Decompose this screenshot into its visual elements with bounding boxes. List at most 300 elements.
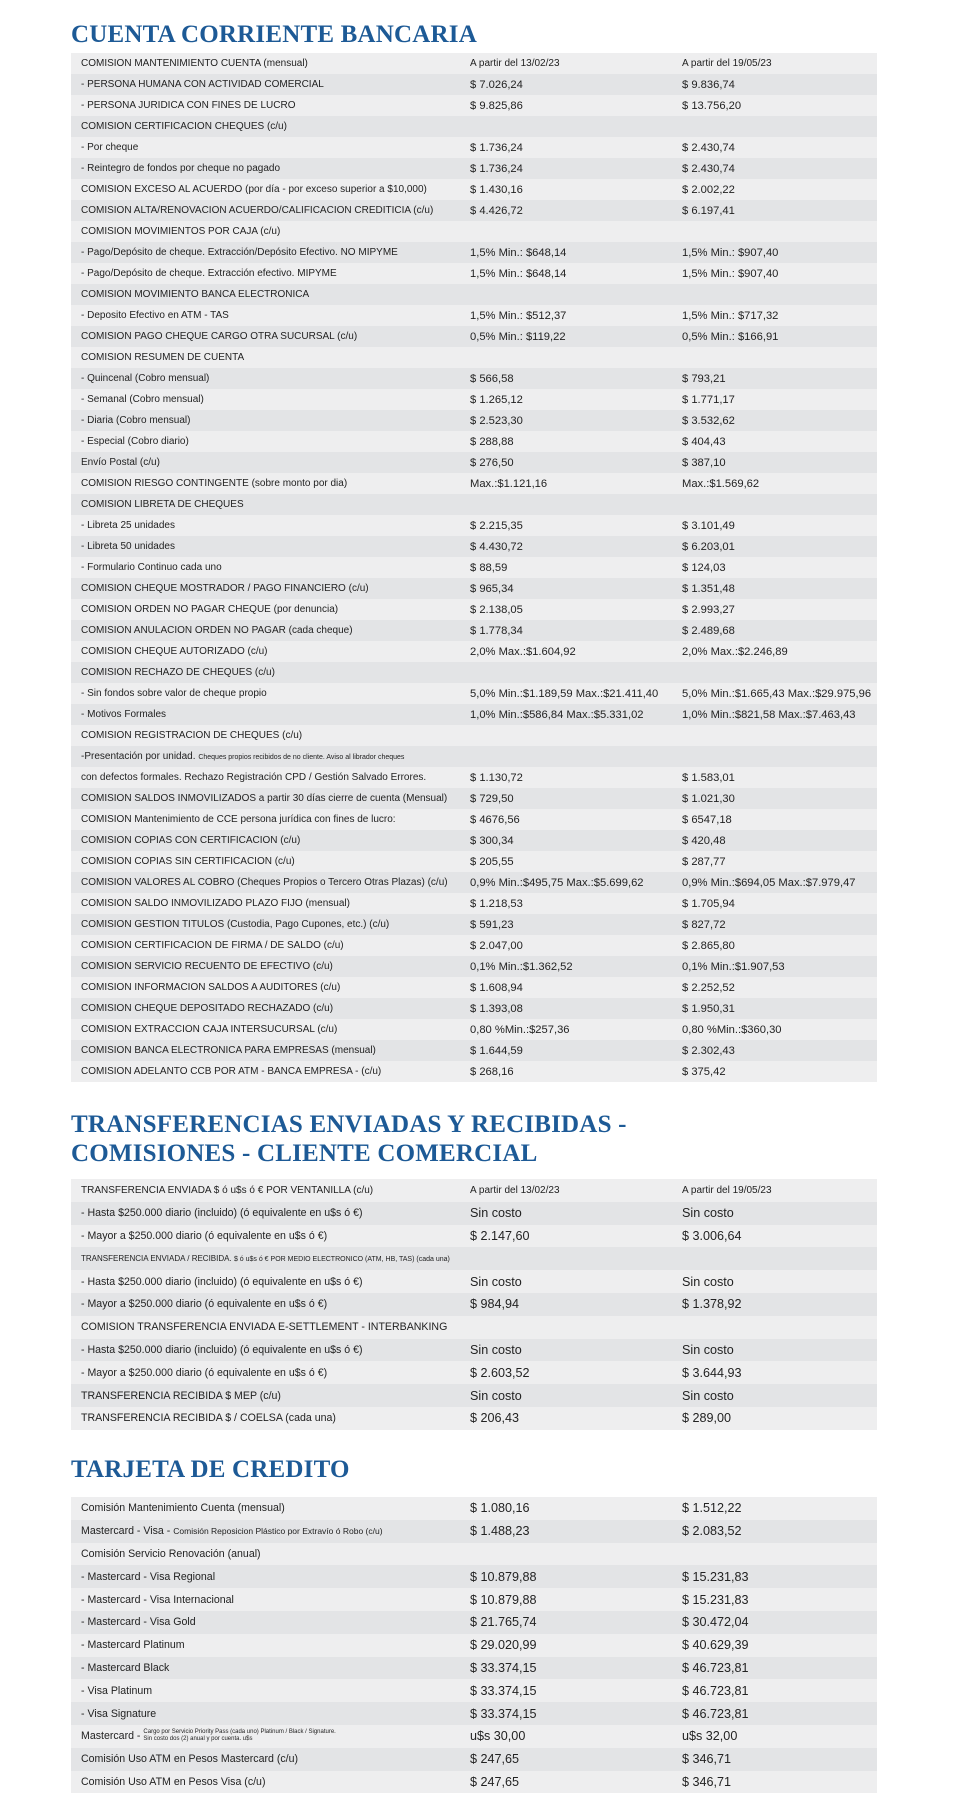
table-header-row — [71, 53, 877, 74]
row-value-13-02-23: $ 88,59 — [464, 557, 676, 578]
row-value-13-02-23: $ 729,50 — [464, 788, 676, 809]
row-concept: - Reintegro de fondos por cheque no pagado — [71, 158, 464, 179]
row-concept: - Visa Signature — [71, 1702, 464, 1725]
row-value-19-05-23: 5,0% Min.:$1.665,43 Max.:$29.975,96 — [676, 683, 877, 704]
table-row — [71, 767, 877, 788]
row-concept: - Mayor a $250.000 diario (ó equivalente en u$s ó €) — [71, 1361, 464, 1384]
row-concept: Comisión Mantenimiento Cuenta (mensual) — [71, 1497, 464, 1520]
row-concept: COMISION ORDEN NO PAGAR CHEQUE (por denuncia) — [71, 599, 464, 620]
row-value-13-02-23: $ 965,34 — [464, 578, 676, 599]
table-row — [71, 1225, 877, 1248]
row-value-13-02-23 — [464, 746, 676, 767]
row-concept: COMISION CHEQUE DEPOSITADO RECHAZADO (c/u) — [71, 998, 464, 1019]
table-row — [71, 914, 877, 935]
row-concept: - Sin fondos sobre valor de cheque propio — [71, 683, 464, 704]
table-row — [71, 851, 877, 872]
row-value-19-05-23 — [676, 1316, 877, 1339]
row-value-19-05-23 — [676, 662, 877, 683]
table-row — [71, 1407, 877, 1430]
row-concept: COMISION REGISTRACION DE CHEQUES (c/u) — [71, 725, 464, 746]
row-value-19-05-23 — [676, 284, 877, 305]
row-value-13-02-23: u$s 30,00 — [464, 1725, 676, 1748]
row-value-19-05-23 — [676, 347, 877, 368]
table-row — [71, 1247, 877, 1270]
row-value-13-02-23: $ 2.047,00 — [464, 935, 676, 956]
table-row — [71, 1634, 877, 1657]
row-value-13-02-23: $ 1.488,23 — [464, 1520, 676, 1543]
table-row — [71, 95, 877, 116]
row-value-13-02-23 — [464, 1247, 676, 1270]
table-row — [71, 1061, 877, 1082]
row-value-19-05-23: $ 2.002,22 — [676, 179, 877, 200]
row-value-19-05-23: $ 1.351,48 — [676, 578, 877, 599]
row-value-13-02-23 — [464, 116, 676, 137]
row-value-13-02-23: $ 1.736,24 — [464, 137, 676, 158]
section-title-line-2: COMISIONES - CLIENTE COMERCIAL — [71, 1140, 538, 1167]
row-value-19-05-23: $ 30.472,04 — [676, 1611, 877, 1634]
table-row — [71, 137, 877, 158]
row-value-19-05-23 — [676, 116, 877, 137]
row-value-13-02-23: $ 591,23 — [464, 914, 676, 935]
row-value-19-05-23: $ 1.771,17 — [676, 389, 877, 410]
row-value-19-05-23: $ 6.197,41 — [676, 200, 877, 221]
row-concept: - PERSONA JURIDICA CON FINES DE LUCRO — [71, 95, 464, 116]
row-concept-text: TRANSFERENCIA ENVIADA / RECIBIDA. — [81, 1254, 232, 1264]
row-value-19-05-23: 1,5% Min.: $717,32 — [676, 305, 877, 326]
row-concept-text: Mastercard - — [81, 1730, 141, 1743]
row-value-19-05-23: 1,0% Min.:$821,58 Max.:$7.463,43 — [676, 704, 877, 725]
row-concept: - Hasta $250.000 diario (incluido) (ó equivalente en u$s ó €) — [71, 1339, 464, 1362]
transferencias-table-wrap — [71, 1179, 877, 1430]
row-concept: Comisión Servicio Renovación (anual) — [71, 1543, 464, 1566]
row-value-13-02-23: $ 7.026,24 — [464, 74, 676, 95]
row-value-13-02-23 — [464, 494, 676, 515]
row-concept: - Mastercard - Visa Internacional — [71, 1588, 464, 1611]
row-value-19-05-23: 0,9% Min.:$694,05 Max.:$7.979,47 — [676, 872, 877, 893]
section-title: TARJETA DE CREDITO — [71, 1456, 350, 1483]
row-value-13-02-23: $ 1.218,53 — [464, 893, 676, 914]
note-line-2: Sin costo dos (2) anual y por cuenta. u$s — [143, 1736, 253, 1743]
row-value-19-05-23: $ 3.006,64 — [676, 1225, 877, 1248]
row-value-13-02-23: $ 276,50 — [464, 452, 676, 473]
row-value-13-02-23: $ 4.426,72 — [464, 200, 676, 221]
row-value-13-02-23: 0,80 %Min.:$257,36 — [464, 1019, 676, 1040]
row-value-13-02-23 — [464, 725, 676, 746]
row-value-19-05-23: $ 793,21 — [676, 368, 877, 389]
row-concept: - Mayor a $250.000 diario (ó equivalente en u$s ó €) — [71, 1293, 464, 1316]
table-row — [71, 641, 877, 662]
table-row — [71, 1771, 877, 1794]
row-concept: COMISION VALORES AL COBRO (Cheques Propios o Tercero Otras Plazas) (c/u) — [71, 872, 464, 893]
table-row — [71, 473, 877, 494]
row-value-13-02-23: Sin costo — [464, 1384, 676, 1407]
row-concept: - Visa Platinum — [71, 1679, 464, 1702]
row-value-19-05-23: u$s 32,00 — [676, 1725, 877, 1748]
row-value-19-05-23: $ 1.512,22 — [676, 1497, 877, 1520]
row-value-19-05-23: $ 2.302,43 — [676, 1040, 877, 1061]
row-value-13-02-23: 1,5% Min.: $648,14 — [464, 263, 676, 284]
row-value-13-02-23: $ 205,55 — [464, 851, 676, 872]
row-concept: Comisión Uso ATM en Pesos Mastercard (c/u) — [71, 1748, 464, 1771]
row-concept: COMISION EXTRACCION CAJA INTERSUCURSAL (c/u) — [71, 1019, 464, 1040]
row-value-13-02-23: $ 984,94 — [464, 1293, 676, 1316]
row-value-13-02-23: $ 300,34 — [464, 830, 676, 851]
row-value-13-02-23: $ 1.265,12 — [464, 389, 676, 410]
table-row — [71, 200, 877, 221]
row-value-13-02-23: 0,5% Min.: $119,22 — [464, 326, 676, 347]
row-concept: COMISION TRANSFERENCIA ENVIADA E-SETTLEMENT - INTERBANKING — [71, 1316, 464, 1339]
row-value-19-05-23 — [676, 746, 877, 767]
row-concept — [71, 1247, 464, 1270]
row-value-13-02-23 — [464, 1543, 676, 1566]
row-value-19-05-23: $ 3.532,62 — [676, 410, 877, 431]
row-concept: COMISION ADELANTO CCB POR ATM - BANCA EMPRESA - (c/u) — [71, 1061, 464, 1082]
row-value-19-05-23: $ 1.583,01 — [676, 767, 877, 788]
table-row — [71, 284, 877, 305]
row-value-13-02-23: $ 1.080,16 — [464, 1497, 676, 1520]
row-value-19-05-23: $ 2.865,80 — [676, 935, 877, 956]
row-value-13-02-23: 2,0% Max.:$1.604,92 — [464, 641, 676, 662]
row-concept: COMISION MOVIMIENTO BANCA ELECTRONICA — [71, 284, 464, 305]
row-concept: COMISION GESTION TITULOS (Custodia, Pago Cupones, etc.) (c/u) — [71, 914, 464, 935]
row-value-13-02-23: 1,5% Min.: $512,37 — [464, 305, 676, 326]
table-row — [71, 578, 877, 599]
table-row — [71, 431, 877, 452]
row-value-19-05-23: 1,5% Min.: $907,40 — [676, 263, 877, 284]
row-value-19-05-23 — [676, 1247, 877, 1270]
row-value-13-02-23: $ 206,43 — [464, 1407, 676, 1430]
row-concept: con defectos formales. Rechazo Registración CPD / Gestión Salvado Errores. — [71, 767, 464, 788]
row-value-19-05-23 — [676, 1543, 877, 1566]
row-value-13-02-23: $ 2.215,35 — [464, 515, 676, 536]
table-row — [71, 1270, 877, 1293]
row-concept: COMISION LIBRETA DE CHEQUES — [71, 494, 464, 515]
row-value-19-05-23: $ 9.836,74 — [676, 74, 877, 95]
tarjeta-table-wrap — [71, 1497, 877, 1793]
row-concept: - Hasta $250.000 diario (incluido) (ó equivalente en u$s ó €) — [71, 1270, 464, 1293]
row-value-13-02-23: Max.:$1.121,16 — [464, 473, 676, 494]
row-value-19-05-23: 1,5% Min.: $907,40 — [676, 242, 877, 263]
header-date-2: A partir del 19/05/23 — [676, 1179, 877, 1202]
row-concept: - Libreta 25 unidades — [71, 515, 464, 536]
row-concept: - Pago/Depósito de cheque. Extracción efectivo. MIPYME — [71, 263, 464, 284]
row-concept: - Especial (Cobro diario) — [71, 431, 464, 452]
row-value-19-05-23: $ 3.101,49 — [676, 515, 877, 536]
cuenta-corriente-table — [71, 53, 877, 1082]
row-concept: - Por cheque — [71, 137, 464, 158]
section-title — [71, 1110, 877, 1168]
row-value-19-05-23: $ 287,77 — [676, 851, 877, 872]
table-row — [71, 1748, 877, 1771]
row-value-13-02-23: $ 1.393,08 — [464, 998, 676, 1019]
table-row — [71, 872, 877, 893]
row-value-19-05-23: $ 2.252,52 — [676, 977, 877, 998]
row-value-13-02-23: $ 10.879,88 — [464, 1588, 676, 1611]
row-value-13-02-23: $ 33.374,15 — [464, 1679, 676, 1702]
table-row — [71, 599, 877, 620]
row-concept: - Pago/Depósito de cheque. Extracción/Depósito Efectivo. NO MIPYME — [71, 242, 464, 263]
table-row — [71, 956, 877, 977]
row-concept: COMISION BANCA ELECTRONICA PARA EMPRESAS (mensual) — [71, 1040, 464, 1061]
row-value-19-05-23 — [676, 725, 877, 746]
row-value-13-02-23 — [464, 1316, 676, 1339]
table-row — [71, 746, 877, 767]
table-row — [71, 935, 877, 956]
row-value-19-05-23: 0,1% Min.:$1.907,53 — [676, 956, 877, 977]
row-concept: TRANSFERENCIA RECIBIDA $ MEP (c/u) — [71, 1384, 464, 1407]
table-row — [71, 977, 877, 998]
row-concept: COMISION CERTIFICACION DE FIRMA / DE SALDO (c/u) — [71, 935, 464, 956]
row-value-13-02-23: $ 1.644,59 — [464, 1040, 676, 1061]
row-value-19-05-23: $ 420,48 — [676, 830, 877, 851]
row-value-13-02-23: $ 1.778,34 — [464, 620, 676, 641]
table-row — [71, 830, 877, 851]
row-concept: - Hasta $250.000 diario (incluido) (ó equivalente en u$s ó €) — [71, 1202, 464, 1225]
cuenta-corriente-table-wrap — [71, 53, 877, 1082]
table-row — [71, 683, 877, 704]
row-concept — [71, 746, 464, 767]
row-concept-note — [143, 1729, 335, 1743]
row-value-13-02-23: 0,9% Min.:$495,75 Max.:$5.699,62 — [464, 872, 676, 893]
table-row — [71, 1293, 877, 1316]
row-value-19-05-23: Sin costo — [676, 1384, 877, 1407]
row-value-19-05-23: $ 46.723,81 — [676, 1657, 877, 1680]
row-concept: - Diaria (Cobro mensual) — [71, 410, 464, 431]
row-concept: - Mastercard - Visa Regional — [71, 1565, 464, 1588]
row-value-19-05-23: Max.:$1.569,62 — [676, 473, 877, 494]
row-value-19-05-23 — [676, 494, 877, 515]
row-value-13-02-23: $ 29.020,99 — [464, 1634, 676, 1657]
table-row — [71, 1725, 877, 1748]
row-value-19-05-23: 0,80 %Min.:$360,30 — [676, 1019, 877, 1040]
row-value-13-02-23: $ 2.138,05 — [464, 599, 676, 620]
row-value-19-05-23: $ 3.644,93 — [676, 1361, 877, 1384]
row-value-19-05-23: $ 2.993,27 — [676, 599, 877, 620]
row-value-13-02-23: $ 1.736,24 — [464, 158, 676, 179]
section-title: CUENTA CORRIENTE BANCARIA — [71, 21, 477, 48]
row-concept-text: -Presentación por unidad. — [81, 751, 196, 762]
row-value-13-02-23: $ 2.603,52 — [464, 1361, 676, 1384]
table-row — [71, 158, 877, 179]
row-value-13-02-23: $ 247,65 — [464, 1748, 676, 1771]
row-value-19-05-23: Sin costo — [676, 1270, 877, 1293]
row-concept: - Formulario Continuo cada uno — [71, 557, 464, 578]
table-row — [71, 368, 877, 389]
row-concept-note: $ ó u$s ó € POR MEDIO ELECTRONICO (ATM, HB, TAS) (cada una) — [233, 1256, 450, 1264]
table-row — [71, 1520, 877, 1543]
table-row — [71, 452, 877, 473]
row-concept: - Mayor a $250.000 diario (ó equivalente en u$s ó €) — [71, 1225, 464, 1248]
row-concept: COMISION SALDOS INMOVILIZADOS a partir 30 días cierre de cuenta (Mensual) — [71, 788, 464, 809]
row-value-13-02-23: $ 247,65 — [464, 1771, 676, 1794]
row-concept: COMISION CHEQUE MOSTRADOR / PAGO FINANCIERO (c/u) — [71, 578, 464, 599]
row-concept: Comisión Uso ATM en Pesos Visa (c/u) — [71, 1771, 464, 1794]
table-row — [71, 662, 877, 683]
table-row — [71, 326, 877, 347]
row-value-19-05-23: $ 2.430,74 — [676, 137, 877, 158]
row-value-13-02-23: 1,0% Min.:$586,84 Max.:$5.331,02 — [464, 704, 676, 725]
row-value-13-02-23: Sin costo — [464, 1202, 676, 1225]
row-value-13-02-23: 1,5% Min.: $648,14 — [464, 242, 676, 263]
row-value-19-05-23: $ 1.378,92 — [676, 1293, 877, 1316]
row-concept: COMISION CERTIFICACION CHEQUES (c/u) — [71, 116, 464, 137]
row-value-19-05-23: $ 387,10 — [676, 452, 877, 473]
row-value-19-05-23: $ 346,71 — [676, 1771, 877, 1794]
row-value-13-02-23: $ 9.825,86 — [464, 95, 676, 116]
row-value-13-02-23: $ 4676,56 — [464, 809, 676, 830]
row-value-13-02-23: $ 33.374,15 — [464, 1702, 676, 1725]
table-row — [71, 242, 877, 263]
table-row — [71, 536, 877, 557]
row-value-19-05-23: $ 827,72 — [676, 914, 877, 935]
row-concept: COMISION COPIAS SIN CERTIFICACION (c/u) — [71, 851, 464, 872]
table-row — [71, 74, 877, 95]
row-value-13-02-23: $ 1.130,72 — [464, 767, 676, 788]
transferencias-section — [71, 1110, 877, 1168]
row-concept-note: Comisión Reposicion Plástico por Extravío ó Robo (c/u) — [173, 1526, 383, 1537]
row-value-19-05-23: Sin costo — [676, 1202, 877, 1225]
row-concept: - Mastercard Platinum — [71, 1634, 464, 1657]
table-row — [71, 179, 877, 200]
row-value-19-05-23: $ 40.629,39 — [676, 1634, 877, 1657]
section-title-line-1: TRANSFERENCIAS ENVIADAS Y RECIBIDAS - — [71, 1111, 627, 1138]
row-concept: COMISION CHEQUE AUTORIZADO (c/u) — [71, 641, 464, 662]
row-concept: COMISION Mantenimiento de CCE persona jurídica con fines de lucro: — [71, 809, 464, 830]
table-row — [71, 1611, 877, 1634]
row-concept: COMISION SALDO INMOVILIZADO PLAZO FIJO (mensual) — [71, 893, 464, 914]
table-row — [71, 410, 877, 431]
table-row — [71, 1702, 877, 1725]
table-row — [71, 1588, 877, 1611]
row-value-13-02-23: $ 2.147,60 — [464, 1225, 676, 1248]
table-row — [71, 1497, 877, 1520]
row-value-19-05-23: $ 13.756,20 — [676, 95, 877, 116]
row-value-19-05-23: $ 2.430,74 — [676, 158, 877, 179]
row-value-13-02-23: $ 10.879,88 — [464, 1565, 676, 1588]
table-row — [71, 1657, 877, 1680]
row-value-13-02-23: $ 566,58 — [464, 368, 676, 389]
row-concept — [71, 1520, 464, 1543]
row-value-13-02-23: $ 288,88 — [464, 431, 676, 452]
header-date-2: A partir del 19/05/23 — [676, 53, 877, 74]
row-value-13-02-23 — [464, 284, 676, 305]
header-date-1: A partir del 13/02/23 — [464, 53, 676, 74]
row-value-19-05-23: $ 289,00 — [676, 1407, 877, 1430]
row-concept: - Deposito Efectivo en ATM - TAS — [71, 305, 464, 326]
row-value-13-02-23: $ 2.523,30 — [464, 410, 676, 431]
row-concept: - Mastercard Black — [71, 1657, 464, 1680]
table-row — [71, 389, 877, 410]
row-concept: COMISION MOVIMIENTOS POR CAJA (c/u) — [71, 221, 464, 242]
table-header-row — [71, 1179, 877, 1202]
row-value-13-02-23: 5,0% Min.:$1.189,59 Max.:$21.411,40 — [464, 683, 676, 704]
row-concept: COMISION RIESGO CONTINGENTE (sobre monto por dia) — [71, 473, 464, 494]
row-value-13-02-23 — [464, 221, 676, 242]
row-value-19-05-23: Sin costo — [676, 1339, 877, 1362]
row-concept: COMISION RECHAZO DE CHEQUES (c/u) — [71, 662, 464, 683]
table-row — [71, 305, 877, 326]
row-concept: - Motivos Formales — [71, 704, 464, 725]
row-value-13-02-23: $ 268,16 — [464, 1061, 676, 1082]
table-row — [71, 1040, 877, 1061]
row-concept: COMISION SERVICIO RECUENTO DE EFECTIVO (c/u) — [71, 956, 464, 977]
tarjeta-credito-section — [71, 1455, 877, 1484]
row-value-19-05-23: $ 15.231,83 — [676, 1565, 877, 1588]
row-value-13-02-23: Sin costo — [464, 1339, 676, 1362]
row-value-19-05-23: $ 346,71 — [676, 1748, 877, 1771]
row-value-19-05-23: $ 124,03 — [676, 557, 877, 578]
table-row — [71, 116, 877, 137]
row-concept: - Semanal (Cobro mensual) — [71, 389, 464, 410]
row-concept: Envío Postal (c/u) — [71, 452, 464, 473]
row-concept-text: Mastercard - Visa - — [81, 1525, 171, 1538]
table-row — [71, 1339, 877, 1362]
row-value-19-05-23: 2,0% Max.:$2.246,89 — [676, 641, 877, 662]
row-value-13-02-23: $ 21.765,74 — [464, 1611, 676, 1634]
cuenta-corriente-section — [71, 20, 877, 49]
header-concept: TRANSFERENCIA ENVIADA $ ó u$s ó € POR VENTANILLA (c/u) — [71, 1179, 464, 1202]
row-value-13-02-23 — [464, 662, 676, 683]
row-concept: COMISION EXCESO AL ACUERDO (por día - por exceso superior a $10,000) — [71, 179, 464, 200]
row-value-19-05-23: $ 2.083,52 — [676, 1520, 877, 1543]
table-row — [71, 893, 877, 914]
row-value-19-05-23: $ 1.950,31 — [676, 998, 877, 1019]
row-value-13-02-23: 0,1% Min.:$1.362,52 — [464, 956, 676, 977]
table-row — [71, 1543, 877, 1566]
row-value-19-05-23: $ 2.489,68 — [676, 620, 877, 641]
row-value-19-05-23: $ 404,43 — [676, 431, 877, 452]
row-value-19-05-23: 0,5% Min.: $166,91 — [676, 326, 877, 347]
row-concept: COMISION ALTA/RENOVACION ACUERDO/CALIFICACION CREDITICIA (c/u) — [71, 200, 464, 221]
table-row — [71, 347, 877, 368]
table-row — [71, 1202, 877, 1225]
row-value-19-05-23: $ 375,42 — [676, 1061, 877, 1082]
table-row — [71, 494, 877, 515]
row-concept: COMISION RESUMEN DE CUENTA — [71, 347, 464, 368]
table-row — [71, 1384, 877, 1407]
row-value-19-05-23: $ 1.021,30 — [676, 788, 877, 809]
transferencias-table — [71, 1179, 877, 1430]
table-row — [71, 788, 877, 809]
row-concept: COMISION COPIAS CON CERTIFICACION (c/u) — [71, 830, 464, 851]
table-row — [71, 1316, 877, 1339]
row-value-19-05-23: $ 46.723,81 — [676, 1702, 877, 1725]
row-concept: TRANSFERENCIA RECIBIDA $ / COELSA (cada una) — [71, 1407, 464, 1430]
row-concept: - Libreta 50 unidades — [71, 536, 464, 557]
row-value-13-02-23: $ 1.608,94 — [464, 977, 676, 998]
tarjeta-credito-table — [71, 1497, 877, 1793]
row-value-19-05-23: $ 6.203,01 — [676, 536, 877, 557]
row-concept: COMISION INFORMACION SALDOS A AUDITORES (c/u) — [71, 977, 464, 998]
row-value-19-05-23: $ 1.705,94 — [676, 893, 877, 914]
table-row — [71, 725, 877, 746]
table-row — [71, 1019, 877, 1040]
row-concept: - PERSONA HUMANA CON ACTIVIDAD COMERCIAL — [71, 74, 464, 95]
table-row — [71, 809, 877, 830]
row-value-13-02-23: $ 1.430,16 — [464, 179, 676, 200]
row-value-19-05-23: $ 6547,18 — [676, 809, 877, 830]
row-value-19-05-23: $ 15.231,83 — [676, 1588, 877, 1611]
table-row — [71, 1361, 877, 1384]
table-row — [71, 221, 877, 242]
row-concept: - Mastercard - Visa Gold — [71, 1611, 464, 1634]
row-value-13-02-23: $ 4.430,72 — [464, 536, 676, 557]
row-concept: COMISION PAGO CHEQUE CARGO OTRA SUCURSAL (c/u) — [71, 326, 464, 347]
table-row — [71, 1565, 877, 1588]
row-concept: - Quincenal (Cobro mensual) — [71, 368, 464, 389]
table-row — [71, 998, 877, 1019]
row-concept — [71, 1725, 464, 1748]
